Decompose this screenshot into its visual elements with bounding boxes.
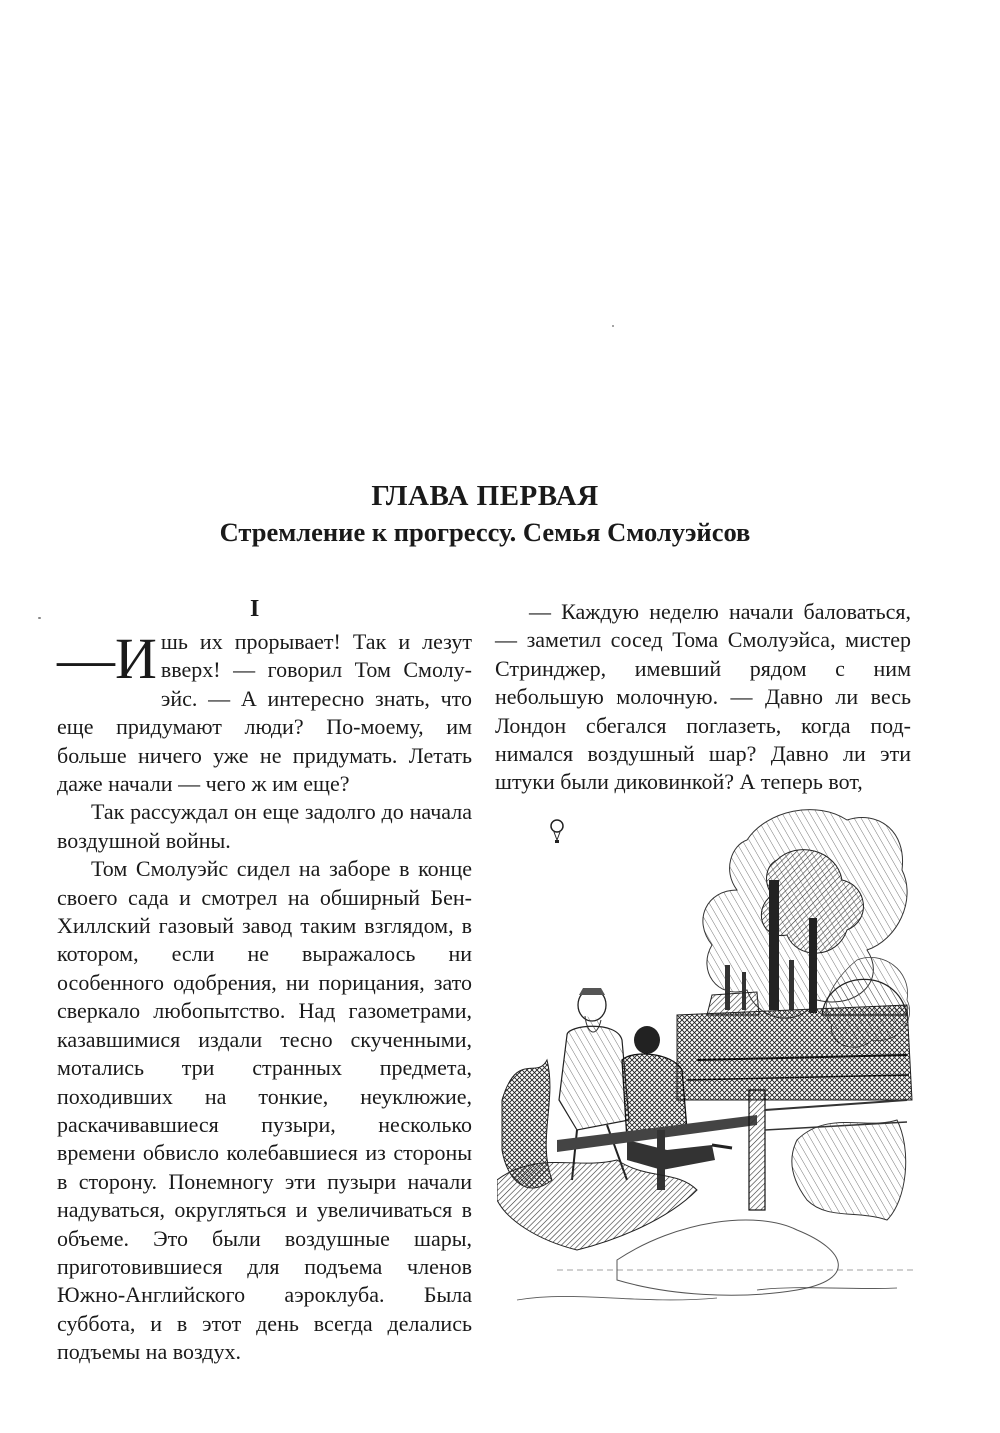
paragraph: — Каждую неделю начали баловаться, — заметил сосед Тома Смолуэйса, мистер Стринджер, имевший рядом с ним небольшую молочную. — Давно ли весь Лондон сбегался поглазеть, когда поднимался воздушный шар? Давно ли эти штуки были диковинкой? А теперь вот, — [495, 599, 911, 795]
left-text-column — [57, 628, 472, 1367]
paragraph: Том Смолуэйс сидел на заборе в конце своего сада и смотрел на обширный Бен-Хиллский газовый завод таким взглядом, в котором, если не выражалось ни особенного одобрения, ни порицания, зато сверкало любопытство. Над газометрами, казавшимися издали тесно скученными, мотались три странных предмета, походивших на тонкие, неуклюжие, раскачивавшиеся пузыри, несколько времени обвисло колебавшиеся из стороны в сторону. Понемногу эти пузыри начали надуваться, округляться и увеличиваться в объеме. Это были воздушные шары, приготовившиеся для подъема членов Южно-Английского аэроклуба. Была суббота, и в этот день всегда делались подъемы на воздух. — [57, 856, 472, 1365]
engraving-illustration — [497, 800, 917, 1350]
old-man-figure — [559, 988, 629, 1180]
paper-speck — [38, 617, 41, 619]
paragraph — [57, 628, 472, 798]
section-number: I — [250, 596, 260, 622]
right-text-column — [495, 598, 911, 797]
balloon-icon — [551, 820, 563, 843]
factory-buildings — [677, 1005, 912, 1100]
chapter-title: ГЛАВА ПЕРВАЯ — [371, 480, 599, 512]
paragraph-text: шь их прорывает! Так и лезут вверх! — говорил Том Смолуэйс. — А интересно знать, что еще придумают люди? По-моему, им больше ничего уже не придумать. Летать даже начали — чего ж им еще? — [57, 629, 472, 797]
drop-cap: —И — [57, 626, 157, 691]
paragraph: Так рассуждал он еще задолго до начала воздушной войны. — [57, 799, 472, 853]
paper-speck — [612, 325, 614, 327]
chapter-subtitle: Стремление к прогрессу. Семья Смолуэйсов — [219, 517, 751, 547]
